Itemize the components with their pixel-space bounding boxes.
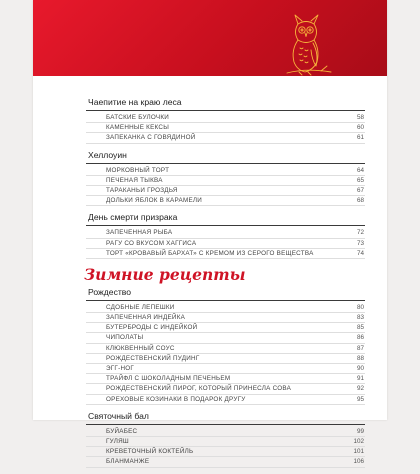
recipe-name: КАМЕННЫЕ КЕКСЫ bbox=[106, 124, 170, 132]
recipe-name: ОРЕХОВЫЕ КОЗИНАКИ В ПОДАРОК ДРУГУ bbox=[106, 395, 246, 403]
toc-entry bbox=[86, 437, 365, 447]
toc-entry bbox=[86, 166, 365, 176]
recipe-name: МОРКОВНЫЙ ТОРТ bbox=[106, 166, 170, 174]
page-number: 87 bbox=[356, 344, 364, 352]
recipe-name: ЗАПЕКАНКА С ГОВЯДИНОЙ bbox=[106, 134, 196, 142]
group-title: Святочный бал bbox=[88, 410, 149, 421]
page-number: 99 bbox=[356, 427, 364, 435]
page-number: 67 bbox=[356, 186, 364, 194]
recipe-name: ЗАПЕЧЕННАЯ РЫБА bbox=[106, 229, 173, 237]
page-number: 95 bbox=[356, 395, 364, 403]
recipe-name: ПЕЧЕНАЯ ТЫКВА bbox=[106, 176, 163, 184]
header-banner bbox=[33, 0, 387, 76]
toc-entry bbox=[86, 228, 365, 238]
toc-entry bbox=[86, 303, 365, 313]
toc-group bbox=[86, 97, 365, 144]
recipe-name: ТОРТ «КРОВАВЫЙ БАРХАТ» С КРЕМОМ ИЗ СЕРОГО ВЕЩЕСТВА bbox=[106, 249, 314, 257]
group-title: Чаепитие на краю леса bbox=[88, 97, 182, 107]
group-divider bbox=[86, 225, 365, 226]
page-number: 102 bbox=[353, 437, 364, 445]
toc-entry bbox=[86, 374, 365, 384]
page-number: 86 bbox=[356, 334, 364, 342]
page-number: 92 bbox=[356, 385, 364, 393]
page-number: 88 bbox=[356, 354, 364, 362]
toc-entry bbox=[86, 457, 365, 467]
recipe-name: РАГУ СО ВКУСОМ ХАГГИСА bbox=[106, 239, 197, 247]
group-title: Рождество bbox=[88, 286, 132, 297]
page-number: 90 bbox=[356, 365, 364, 372]
page-number: 64 bbox=[356, 166, 364, 174]
toc-entry bbox=[86, 239, 365, 249]
page-number: 65 bbox=[356, 176, 364, 184]
recipe-name: РОЖДЕСТВЕНСКИЙ ПИРОГ, КОТОРЫЙ ПРИНЕСЛА СОВА bbox=[106, 385, 292, 393]
group-divider bbox=[86, 110, 365, 111]
page-number: 91 bbox=[356, 375, 364, 383]
page-number: 68 bbox=[356, 197, 364, 205]
toc-entry bbox=[86, 313, 365, 323]
page-number: 72 bbox=[356, 229, 364, 237]
toc-entry bbox=[86, 249, 365, 259]
toc-entry bbox=[86, 354, 365, 364]
toc-entry bbox=[86, 333, 365, 343]
recipe-name: БУЙАБЕС bbox=[106, 427, 138, 435]
toc-group bbox=[86, 411, 365, 468]
section-title-winter: Зимние рецепты bbox=[84, 264, 246, 284]
toc-entry bbox=[86, 427, 365, 437]
group-divider bbox=[86, 163, 365, 164]
toc-entry bbox=[86, 447, 365, 457]
toc-group bbox=[86, 212, 365, 259]
page-number: 73 bbox=[356, 239, 364, 247]
page-number: 83 bbox=[356, 314, 364, 322]
toc-entry bbox=[86, 176, 365, 186]
toc-entry bbox=[86, 395, 365, 405]
recipe-name: ГУЛЯШ bbox=[106, 437, 129, 445]
toc-entry bbox=[86, 113, 365, 123]
group-title: Хеллоуин bbox=[88, 149, 127, 160]
page-number: 85 bbox=[356, 324, 364, 332]
page-number: 61 bbox=[356, 134, 364, 142]
page-number: 106 bbox=[353, 458, 364, 466]
group-title: День смерти призрака bbox=[88, 212, 178, 223]
recipe-name: РОЖДЕСТВЕНСКИЙ ПУДИНГ bbox=[106, 354, 200, 362]
toc-entry bbox=[86, 186, 365, 196]
page-number: 60 bbox=[356, 124, 364, 132]
page-number: 101 bbox=[353, 448, 364, 456]
toc-entry bbox=[86, 323, 365, 333]
page-number: 58 bbox=[356, 114, 364, 121]
recipe-name: ТАРАКАНЬИ ГРОЗДЬЯ bbox=[106, 186, 178, 194]
recipe-name: ЧИПОЛАТЫ bbox=[106, 334, 144, 342]
toc-group bbox=[86, 287, 365, 405]
page-number: 80 bbox=[356, 303, 364, 311]
recipe-name: ДОЛЬКИ ЯБЛОК В КАРАМЕЛИ bbox=[106, 197, 203, 205]
toc-group bbox=[86, 150, 365, 207]
toc-entry bbox=[86, 344, 365, 354]
recipe-name: ТРАЙФЛ С ШОКОЛАДНЫМ ПЕЧЕНЬЕМ bbox=[106, 375, 231, 383]
group-divider bbox=[86, 424, 365, 425]
table-of-contents bbox=[86, 97, 365, 474]
group-divider bbox=[86, 300, 365, 301]
page-number: 74 bbox=[356, 249, 364, 257]
recipe-name: СДОБНЫЕ ЛЕПЕШКИ bbox=[106, 303, 175, 311]
toc-entry bbox=[86, 384, 365, 394]
toc-entry bbox=[86, 196, 365, 206]
winter-section bbox=[86, 287, 365, 468]
recipe-name: ЭГГ-НОГ bbox=[106, 365, 135, 372]
recipe-name: БАТСКИЕ БУЛОЧКИ bbox=[106, 114, 170, 121]
book-page bbox=[33, 0, 387, 466]
toc-entry bbox=[86, 364, 365, 374]
recipe-name: КРЕВЕТОЧНЫЙ КОКТЕЙЛЬ bbox=[106, 448, 194, 456]
toc-entry bbox=[86, 133, 365, 143]
recipe-name: БЛАНМАНЖЕ bbox=[106, 458, 150, 466]
owl-icon bbox=[281, 10, 337, 76]
recipe-name: БУТЕРБРОДЫ С ИНДЕЙКОЙ bbox=[106, 324, 198, 332]
recipe-name: КЛЮКВЕННЫЙ СОУС bbox=[106, 344, 175, 352]
autumn-section bbox=[86, 97, 365, 259]
toc-entry bbox=[86, 123, 365, 133]
recipe-name: ЗАПЕЧЕННАЯ ИНДЕЙКА bbox=[106, 314, 186, 322]
